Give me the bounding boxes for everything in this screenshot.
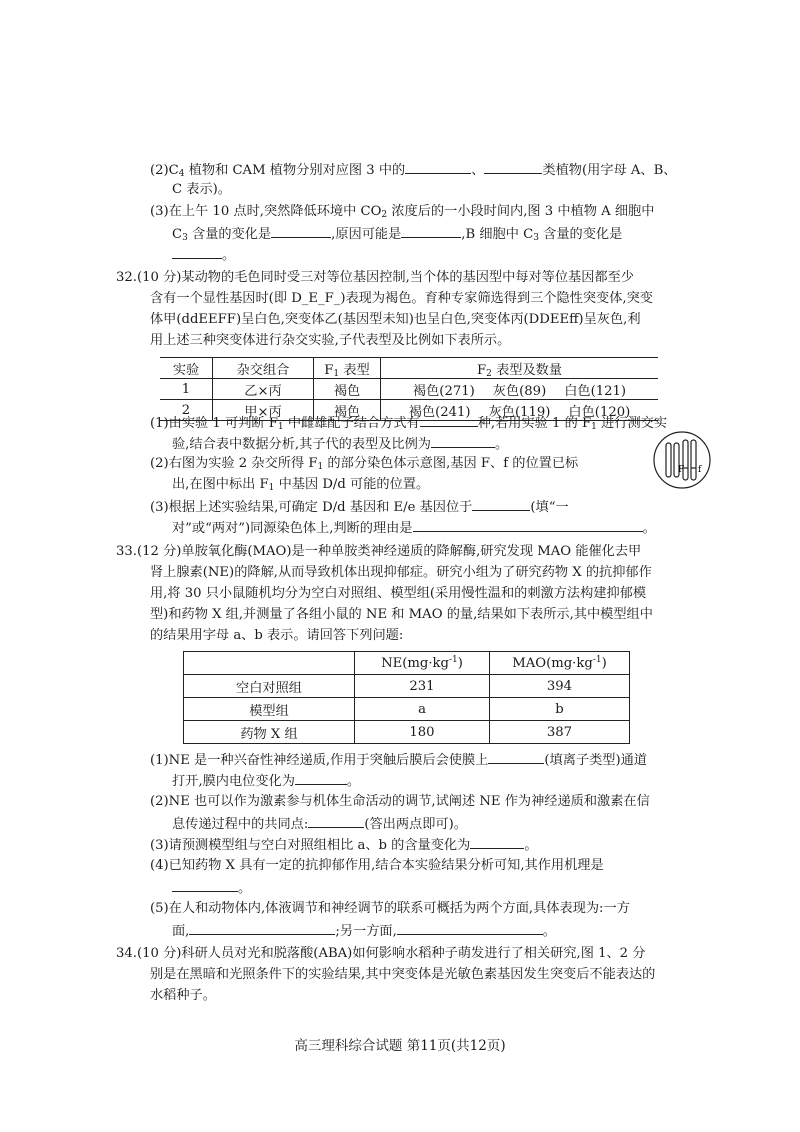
q33-part1-line1: (1)NE 是一种兴奋性神经递质,作用于突触后膜后会使膜上 (填离子类型)通道 [150,750,647,770]
answer-blank[interactable] [401,224,461,238]
q32-stem-line1: 32.(10 分)某动物的毛色同时受三对等位基因控制,当个体的基因型中每对等位基因都至少 [116,270,634,285]
q32-part1-line1: (1)由实验 1 可判断 $F_1$ 中雌雄配子结合方式有 种,若用实验 1 的 $F_1$ 进行测交实 [150,413,667,433]
q32-part3-line1: (3)根据上述实验结果,可确定 D/d 基因和 E/e 基因位于 (填“一 [150,497,569,517]
table-cell: 褐色 [314,400,381,421]
answer-blank[interactable] [413,518,643,532]
table-cell: 空白对照组 [184,675,355,698]
q33-part1-line2: 打开,膜内电位变化为 。 [172,771,360,791]
q31-part3-line3: 。 [172,245,235,265]
q33-part2-line1: (2)NE 也可以作为激素参与机体生命活动的调节,试阐述 NE 作为神经递质和激素在信 [150,794,650,809]
table-cell: 1 [160,379,213,400]
table-cell: 387 [490,721,630,744]
table-cell: 模型组 [184,698,355,721]
answer-blank[interactable] [271,224,331,238]
q33-stem-line1: 33.(12 分)单胺氧化酶(MAO)是一种单胺类神经递质的降解酶,研究发现 MAO 能催化去甲 [116,544,642,559]
answer-blank[interactable] [172,245,222,259]
gene-label-f: f [698,465,702,475]
answer-blank[interactable] [420,413,478,427]
chromosome[interactable] [666,443,671,477]
table-header: $F_2$ 表型及数量 [381,358,659,379]
table-header: 实验 [160,358,213,379]
table-cell: b [490,698,630,721]
q33-part4-line1: (4)已知药物 X 具有一定的抗抑郁作用,结合本实验结果分析可知,其作用机理是 [150,858,604,873]
table-cell: 褐色(241) 灰色(119) 白色(120) [381,400,659,421]
q33-stem-line2: 肾上腺素(NE)的降解,从而导致机体出现抑郁症。研究小组为了研究药物 X 的抗抑郁作 [150,565,652,580]
table-cell: a [355,698,490,721]
answer-blank[interactable] [488,750,544,764]
answer-blank[interactable] [308,814,364,828]
table-cell: 乙×丙 [213,379,314,400]
table-cell: 褐色 [314,379,381,400]
table-cell: 231 [355,675,490,698]
q32-part2-line2: 出,在图中标出 $F_1$ 中基因 D/d 可能的位置。 [172,477,430,493]
q33-stem-line4: 型)和药物 X 组,并测量了各组小鼠的 NE 和 MAO 的量,结果如下表所示,其中模型组中 [150,607,653,622]
q31-part3-line1: (3)在上午 10 点时,突然降低环境中 $CO_2$ 浓度后的一小段时间内,图 3 中植物 A 细胞中 [150,204,655,220]
gene-label-F: F [678,465,685,475]
answer-blank[interactable] [172,878,238,892]
table-cell: 180 [355,721,490,744]
q32-cross-table [160,357,658,421]
q34-stem-line1: 34.(10 分)科研人员对光和脱落酸(ABA)如何影响水稻种子萌发进行了相关研究,图 1、2 分 [116,946,646,961]
answer-blank[interactable] [397,921,543,935]
q31-part3-line2: $C_3$ 含量的变化是 ,原因可能是 ,B 细胞中 $C_3$ 含量的变化是 [172,224,622,244]
q33-part2-line2: 息传递过程中的共同点: (答出两点即可)。 [172,814,467,834]
table-header-row [184,652,630,675]
chromosome[interactable] [691,440,696,480]
q31-part2-line1: $(2)C_4$ 植物和 CAM 植物分别对应图 3 中的 、 类植物(用字母 A、B、 [150,160,676,180]
table-header [184,652,355,675]
cell-outline [654,432,710,488]
answer-blank[interactable] [470,835,524,849]
q33-stem-line3: 用,将 30 只小鼠随机均分为空白对照组、模型组(采用慢性温和的刺激方法构建抑郁模 [150,586,647,601]
answer-blank[interactable] [189,921,335,935]
page-footer: 高三理科综合试题 第11页(共12页) [294,1038,506,1054]
answer-blank[interactable] [405,160,471,174]
q33-part3: (3)请预测模型组与空白对照组相比 a、b 的含量变化为 。 [150,835,538,855]
q33-part5-line1: (5)在人和动物体内,体液调节和神经调节的联系可概括为两个方面,具体表现为:一方 [150,901,630,916]
q32-stem-line4: 用上述三种突变体进行杂交实验,子代表型及比例如下表所示。 [150,333,511,348]
q32-stem-line3: 体甲(ddEEFF)呈白色,突变体乙(基因型未知)也呈白色,突变体丙(DDEEff)呈灰色,利 [150,312,641,327]
table-cell: 2 [160,400,213,421]
chromosome-diagram[interactable] [652,430,712,490]
table-cell: 药物 X 组 [184,721,355,744]
table-row [184,698,630,721]
q33-part4-line2: 。 [172,878,251,898]
q32-part1-line2: 验,结合表中数据分析,其子代的表型及比例为 。 [172,434,508,454]
table-header: $F_1$ 表型 [314,358,381,379]
q33-part5-line2: 面, ;另一方面, 。 [172,921,556,941]
table-row [184,721,630,744]
answer-blank[interactable] [295,771,347,785]
table-header: $MAO(mg\cdot kg^{-1})$ [490,652,630,675]
table-header-row [160,358,658,379]
q31-part2-line2: C 表示)。 [172,182,231,197]
table-cell: 褐色(271) 灰色(89) 白色(121) [381,379,659,400]
table-row [184,675,630,698]
table-header: 杂交组合 [213,358,314,379]
q32-part2-line1: (2)右图为实验 2 杂交所得 $F_1$ 的部分染色体示意图,基因 F、f 的位置已标 [150,456,579,472]
answer-blank[interactable] [484,160,542,174]
answer-blank[interactable] [472,497,530,511]
q34-stem-line3: 水稻种子。 [150,988,216,1003]
table-header: $NE(mg\cdot kg^{-1})$ [355,652,490,675]
q33-stem-line5: 的结果用字母 a、b 表示。请回答下列问题: [150,628,404,643]
table-cell: 甲×丙 [213,400,314,421]
table-cell: 394 [490,675,630,698]
q32-stem-line2: 含有一个显性基因时(即 D_E_F_)表现为褐色。育种专家筛选得到三个隐性突变体,突变 [150,291,653,306]
q32-part3-line2: 对”或“两对”)同源染色体上,判断的理由是 。 [172,518,656,538]
q34-stem-line2: 别是在黑暗和光照条件下的实验结果,其中突变体是光敏色素基因发生突变后不能表达的 [150,967,656,982]
table-row [160,379,658,400]
q33-data-table [183,651,630,744]
answer-blank[interactable] [431,434,495,448]
